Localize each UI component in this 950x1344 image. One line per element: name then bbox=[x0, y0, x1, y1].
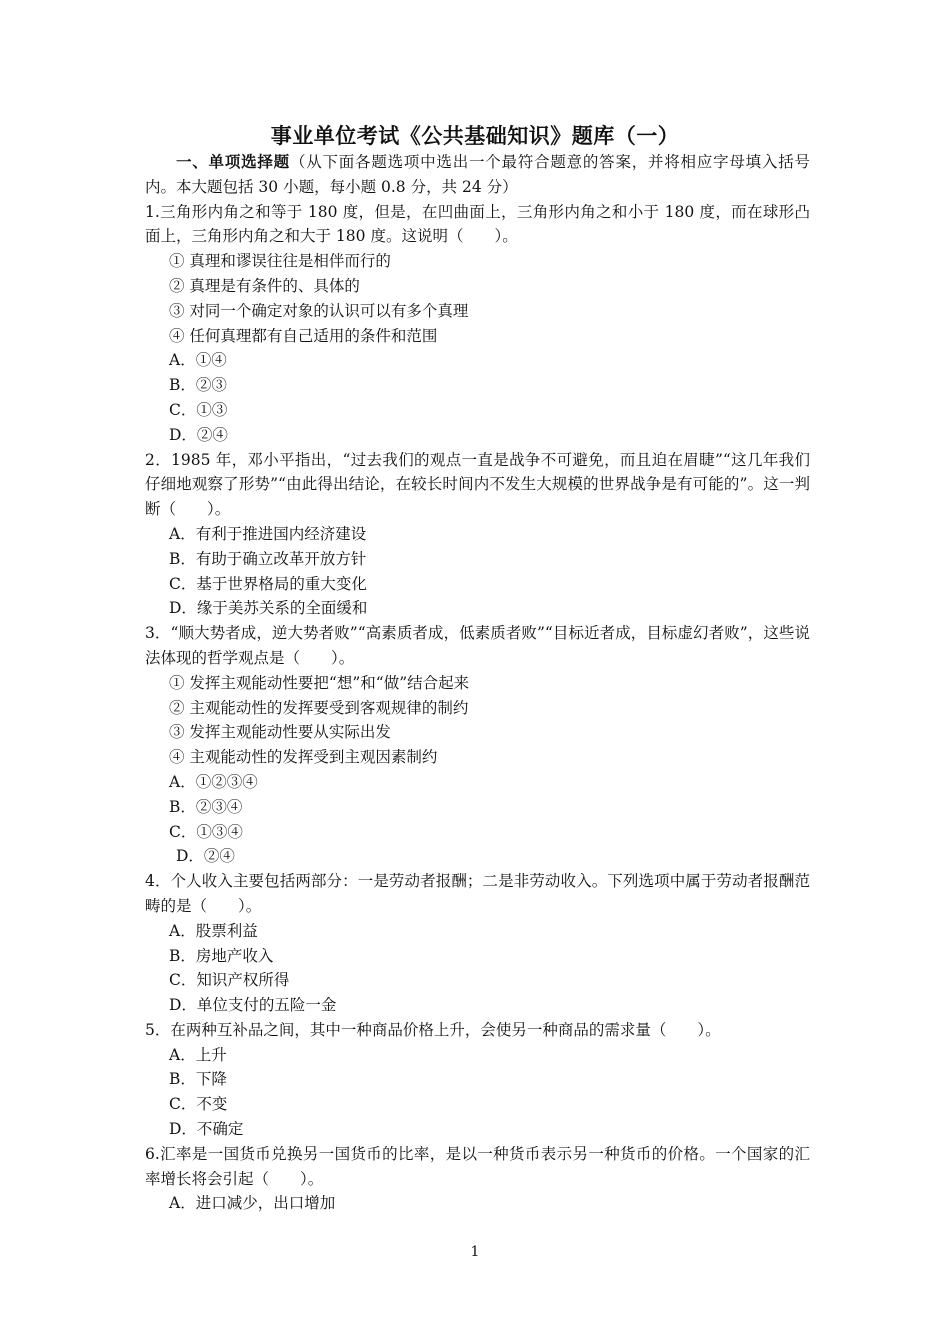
option: C．基于世界格局的重大变化 bbox=[169, 574, 367, 593]
option: C．①③ bbox=[169, 400, 228, 419]
option: A．有利于推进国内经济建设 bbox=[169, 524, 367, 543]
option: D．缘于美苏关系的全面缓和 bbox=[169, 599, 368, 618]
option: D．②④ bbox=[176, 847, 235, 866]
statement: ④ 任何真理都有自己适用的条件和范围 bbox=[169, 326, 438, 345]
option: C．不变 bbox=[169, 1095, 228, 1114]
question-2 bbox=[145, 448, 810, 622]
statement: ③ 对同一个确定对象的认识可以有多个真理 bbox=[169, 301, 469, 320]
option: A．股票利益 bbox=[169, 921, 258, 940]
section-note: （从下面各题选项中选出一个最符合题意的答案，并将相应字母填入括号内。本大题包括 30 小题，每小题 0.8 分，共 24 分） bbox=[145, 153, 810, 196]
question-stem: 2．1985 年，邓小平指出，“过去我们的观点一直是战争不可避免，而且迫在眉睫”“这几年我们仔细地观察了形势”“由此得出结论，在较长时间内不发生大规模的世界战争是有可能的”。这一判断（ ）。 bbox=[145, 450, 810, 519]
question-stem: 3．“顺大势者成，逆大势者败”“高素质者成，低素质者败”“目标近者成，目标虚幻者败”，这些说法体现的哲学观点是（ ）。 bbox=[145, 624, 810, 667]
option: B．②③ bbox=[169, 376, 227, 395]
document-body bbox=[145, 150, 810, 1216]
question-5 bbox=[145, 1018, 810, 1142]
option: B．房地产收入 bbox=[169, 946, 274, 965]
option: B．下降 bbox=[169, 1070, 227, 1089]
page-title: 事业单位考试《公共基础知识》题库（一） bbox=[270, 124, 680, 148]
option: A．①④ bbox=[169, 351, 227, 370]
option: B．有助于确立改革开放方针 bbox=[169, 549, 367, 568]
section-intro bbox=[145, 150, 810, 200]
option: A．①②③④ bbox=[169, 772, 258, 791]
question-3 bbox=[145, 621, 810, 869]
statement: ② 真理是有条件的、具体的 bbox=[169, 276, 360, 295]
question-stem: 1.三角形内角之和等于 180 度，但是，在凹曲面上，三角形内角之和小于 180 度，而在球形凸面上，三角形内角之和大于 180 度。这说明（ ）。 bbox=[145, 202, 810, 246]
statement: ① 真理和谬误往往是相伴而行的 bbox=[169, 252, 391, 271]
option: C．①③④ bbox=[169, 822, 243, 841]
statement: ① 发挥主观能动性要把“想”和“做”结合起来 bbox=[169, 673, 470, 692]
statement: ③ 发挥主观能动性要从实际出发 bbox=[169, 723, 391, 742]
option: A．上升 bbox=[169, 1045, 227, 1064]
option: B．②③④ bbox=[169, 797, 243, 816]
statement: ② 主观能动性的发挥要受到客观规律的制约 bbox=[169, 698, 469, 717]
question-6 bbox=[145, 1142, 810, 1216]
option: C．知识产权所得 bbox=[169, 971, 290, 990]
question-stem: 6.汇率是一国货币兑换另一国货币的比率，是以一种货币表示另一种货币的价格。一个国家的汇率增长将会引起（ ）。 bbox=[145, 1144, 810, 1188]
question-1 bbox=[145, 200, 810, 448]
option: D．不确定 bbox=[169, 1120, 244, 1139]
question-stem: 5．在两种互补品之间，其中一种商品价格上升，会使另一种商品的需求量（ ）。 bbox=[145, 1020, 721, 1039]
option: A．进口减少，出口增加 bbox=[169, 1194, 336, 1213]
question-4 bbox=[145, 869, 810, 1018]
page-number: 1 bbox=[470, 1244, 480, 1260]
option: D．单位支付的五险一金 bbox=[169, 996, 337, 1015]
section-heading: 一、单项选择题 bbox=[176, 153, 290, 171]
option: D．②④ bbox=[169, 425, 228, 444]
question-stem: 4．个人收入主要包括两部分：一是劳动者报酬；二是非劳动收入。下列选项中属于劳动者报酬范畴的是（ ）。 bbox=[145, 872, 810, 915]
statement: ④ 主观能动性的发挥受到主观因素制约 bbox=[169, 748, 438, 767]
